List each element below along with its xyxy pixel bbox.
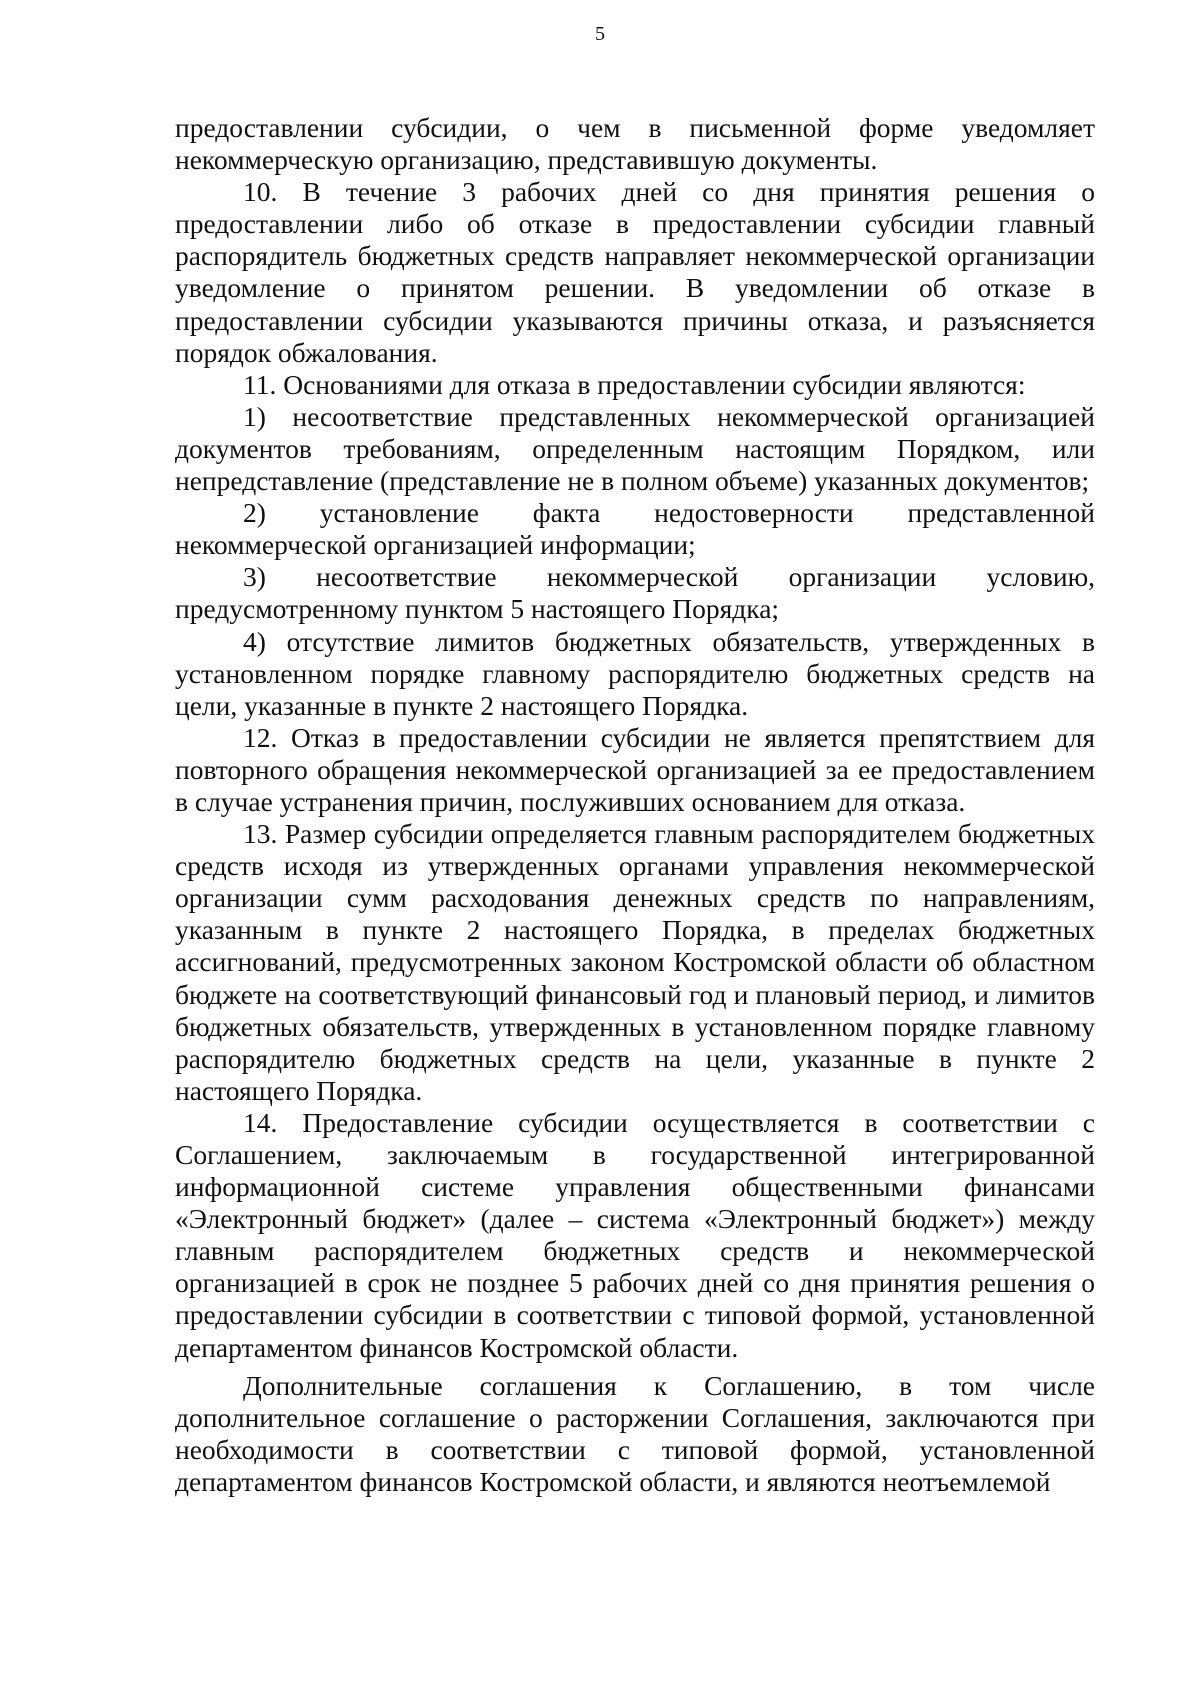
paragraph-item-11: 11. Основаниями для отказа в предоставлении субсидии являются: <box>243 368 1026 400</box>
paragraph-item-14: 14. Предоставление субсидии осуществляется в соответствии с Соглашением, заключаемым в государственной интегрированной информационной системе управления общественными финансами «Электронный бюджет» (далее – система «Электронный бюджет») между главным распорядителем бюджетных средств и некоммерческой организацией в срок не позднее 5 рабочих дней со дня принятия решения о предоставлении субсидии в соответствии с типовой формой, установленной департаментом финансов Костромской области. <box>175 1106 1095 1363</box>
paragraph-item-14-additional: Дополнительные соглашения к Соглашению, в том числе дополнительное соглашение о расторжении Соглашения, заключаются при необходимости в соответствии с типовой формой, установленной департаментом финансов Костромской области, и являются неотъемлемой <box>175 1369 1095 1497</box>
paragraph-item-11-2: 2) установление факта недостоверности представленной некоммерческой организацией информации; <box>175 497 1095 561</box>
document-body <box>175 112 1095 1498</box>
paragraph-item-11-1: 1) несоответствие представленных некоммерческой организацией документов требованиям, определенным настоящим Порядком, или непредставление (представление не в полном объеме) указанных документов; <box>175 400 1095 497</box>
page-number: 5 <box>595 23 605 45</box>
paragraph-continuation: предоставлении субсидии, о чем в письменной форме уведомляет некоммерческую организацию, представившую документы. <box>175 112 1095 176</box>
paragraph-item-10: 10. В течение 3 рабочих дней со дня принятия решения о предоставлении либо об отказе в предоставлении субсидии главный распорядитель бюджетных средств направляет некоммерческой организации уведомление о принятом решении. В уведомлении об отказе в предоставлении субсидии указываются причины отказа, и разъясняется порядок обжалования. <box>175 176 1095 368</box>
paragraph-item-13: 13. Размер субсидии определяется главным распорядителем бюджетных средств исходя из утвержденных органами управления некоммерческой организации сумм расходования денежных средств по направлениям, указанным в пункте 2 настоящего Порядка, в пределах бюджетных ассигнований, предусмотренных законом Костромской области об областном бюджете на соответствующий финансовый год и плановый период, и лимитов бюджетных обязательств, утвержденных в установленном порядке главному распорядителю бюджетных средств на цели, указанные в пункте 2 настоящего Порядка. <box>175 818 1095 1106</box>
paragraph-item-12: 12. Отказ в предоставлении субсидии не является препятствием для повторного обращения некоммерческой организацией за ее предоставлением в случае устранения причин, послуживших основанием для отказа. <box>175 721 1095 817</box>
paragraph-item-11-3: 3) несоответствие некоммерческой организации условию, предусмотренному пунктом 5 настоящего Порядка; <box>175 561 1095 625</box>
paragraph-item-11-4: 4) отсутствие лимитов бюджетных обязательств, утвержденных в установленном порядке главному распорядителю бюджетных средств на цели, указанные в пункте 2 настоящего Порядка. <box>175 625 1095 721</box>
